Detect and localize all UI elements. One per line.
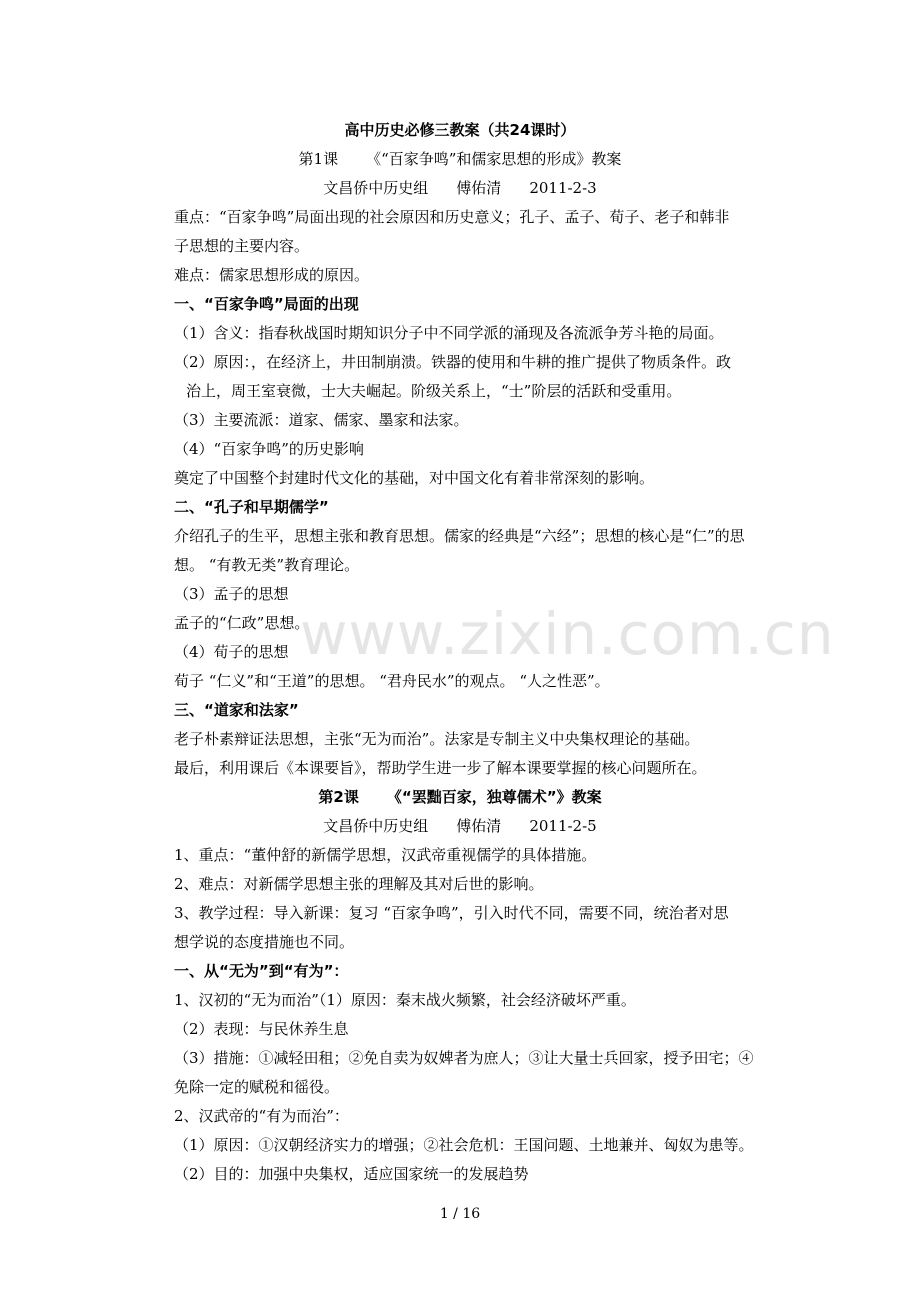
lesson1-section-heading: 二、“孔子和早期儒学” (174, 498, 329, 516)
lesson2-line: 2、汉武帝的“有为而治”： (174, 1107, 349, 1125)
lesson1-line: （3）孟子的思想 (174, 585, 289, 603)
lesson2-line: （2）表现：与民休养生息 (174, 1020, 349, 1038)
lesson1-line: 最后，利用课后《本课要旨》，帮助学生进一步了解本课要掌握的核心问题所在。 (174, 759, 707, 777)
lesson2-section-heading: 一、从“无为”到“有为”： (174, 962, 349, 980)
lesson1-line: （4）“百家争鸣”的历史影响 (174, 440, 364, 458)
lesson2-number: 第2课 (318, 788, 359, 806)
lesson2-line: 想学说的态度措施也不同。 (174, 933, 355, 951)
lesson2-name: 《“罢黜百家，独尊儒术”》教案 (386, 788, 602, 806)
page-number: 1 / 16 (439, 1206, 481, 1222)
lesson1-section-heading: 三、“道家和法家” (174, 701, 299, 719)
lesson1-line: 老子朴素辩证法思想，主张“无为而治”。法家是专制主义中央集权理论的基础。 (174, 730, 700, 748)
lesson2-line: （3）措施：①减轻田租；②免自卖为奴婢者为庶人；③让大量士兵回家，授予田宅；④ (174, 1049, 754, 1067)
lesson2-byline (0, 816, 920, 836)
lesson1-author-name: 傅佑清 (456, 179, 502, 197)
lesson2-line: 3、教学过程：导入新课：复习 “百家争鸣”，引入时代不同，需要不同，统治者对思 (174, 904, 729, 922)
lesson2-date: 2011-2-5 (529, 817, 597, 835)
lesson1-line: 子思想的主要内容。 (174, 237, 310, 255)
lesson2-author-group: 文昌侨中历史组 (323, 817, 429, 835)
lesson1-heading (0, 149, 920, 169)
lesson1-line: 孟子的“仁政”思想。 (174, 614, 310, 632)
lesson2-line: （1）原因：①汉朝经济实力的增强；②社会危机：王国问题、土地兼并、匈奴为患等。 (174, 1136, 754, 1154)
lesson1-line: （2）原因：，在经济上，井田制崩溃。铁器的使用和牛耕的推广提供了物质条件。政 (174, 353, 732, 371)
lesson1-line: 荀子 “仁义”和“王道”的思想。 “君舟民水”的观点。 “人之性恶”。 (174, 672, 610, 690)
lesson1-line: 难点：儒家思想形成的原因。 (174, 266, 370, 284)
lesson1-line: （4）荀子的思想 (174, 643, 289, 661)
watermark: www.zixin.com.cn (300, 600, 835, 668)
lesson2-line: 2、难点：对新儒学思想主张的理解及其对后世的影响。 (174, 875, 544, 893)
lesson1-author-group: 文昌侨中历史组 (323, 179, 429, 197)
lesson1-line: 治上，周王室衰微，士大夫崛起。阶级关系上，“士”阶层的活跃和受重用。 (186, 382, 682, 400)
lesson1-line: （3）主要流派：道家、儒家、墨家和法家。 (174, 411, 469, 429)
lesson1-name: 《“百家争鸣”和儒家思想的形成》教案 (366, 150, 622, 168)
lesson1-line: 介绍孔子的生平，思想主张和教育思想。儒家的经典是“六经”；思想的核心是“仁”的思 (174, 527, 745, 545)
document-title: 高中历史必修三教案（共24课时） (344, 121, 576, 139)
lesson1-number: 第1课 (298, 150, 339, 168)
lesson2-line: 1、汉初的“无为而治”（1）原因：秦末战火频繁，社会经济破坏严重。 (174, 991, 636, 1009)
lesson2-line: （2）目的：加强中央集权，适应国家统一的发展趋势 (174, 1165, 529, 1183)
lesson1-date: 2011-2-3 (529, 179, 597, 197)
lesson1-line: （1）含义：指春秋战国时期知识分子中不同学派的涌现及各流派争芳斗艳的局面。 (174, 324, 724, 342)
lesson1-section-heading: 一、“百家争鸣”局面的出现 (174, 295, 359, 313)
lesson1-line: 想。 “有教无类”教育理论。 (174, 556, 360, 574)
lesson1-byline (0, 178, 920, 198)
lesson1-line: 奠定了中国整个封建时代文化的基础，对中国文化有着非常深刻的影响。 (174, 469, 655, 487)
lesson2-line: 1、重点：“董仲舒的新儒学思想，汉武帝重视儒学的具体措施。 (174, 846, 597, 864)
lesson2-author-name: 傅佑清 (456, 817, 502, 835)
lesson2-line: 免除一定的赋税和徭役。 (174, 1078, 340, 1096)
lesson1-line: 重点：“百家争鸣”局面出现的社会原因和历史意义；孔子、孟子、荀子、老子和韩非 (174, 208, 730, 226)
lesson2-heading (0, 787, 920, 807)
